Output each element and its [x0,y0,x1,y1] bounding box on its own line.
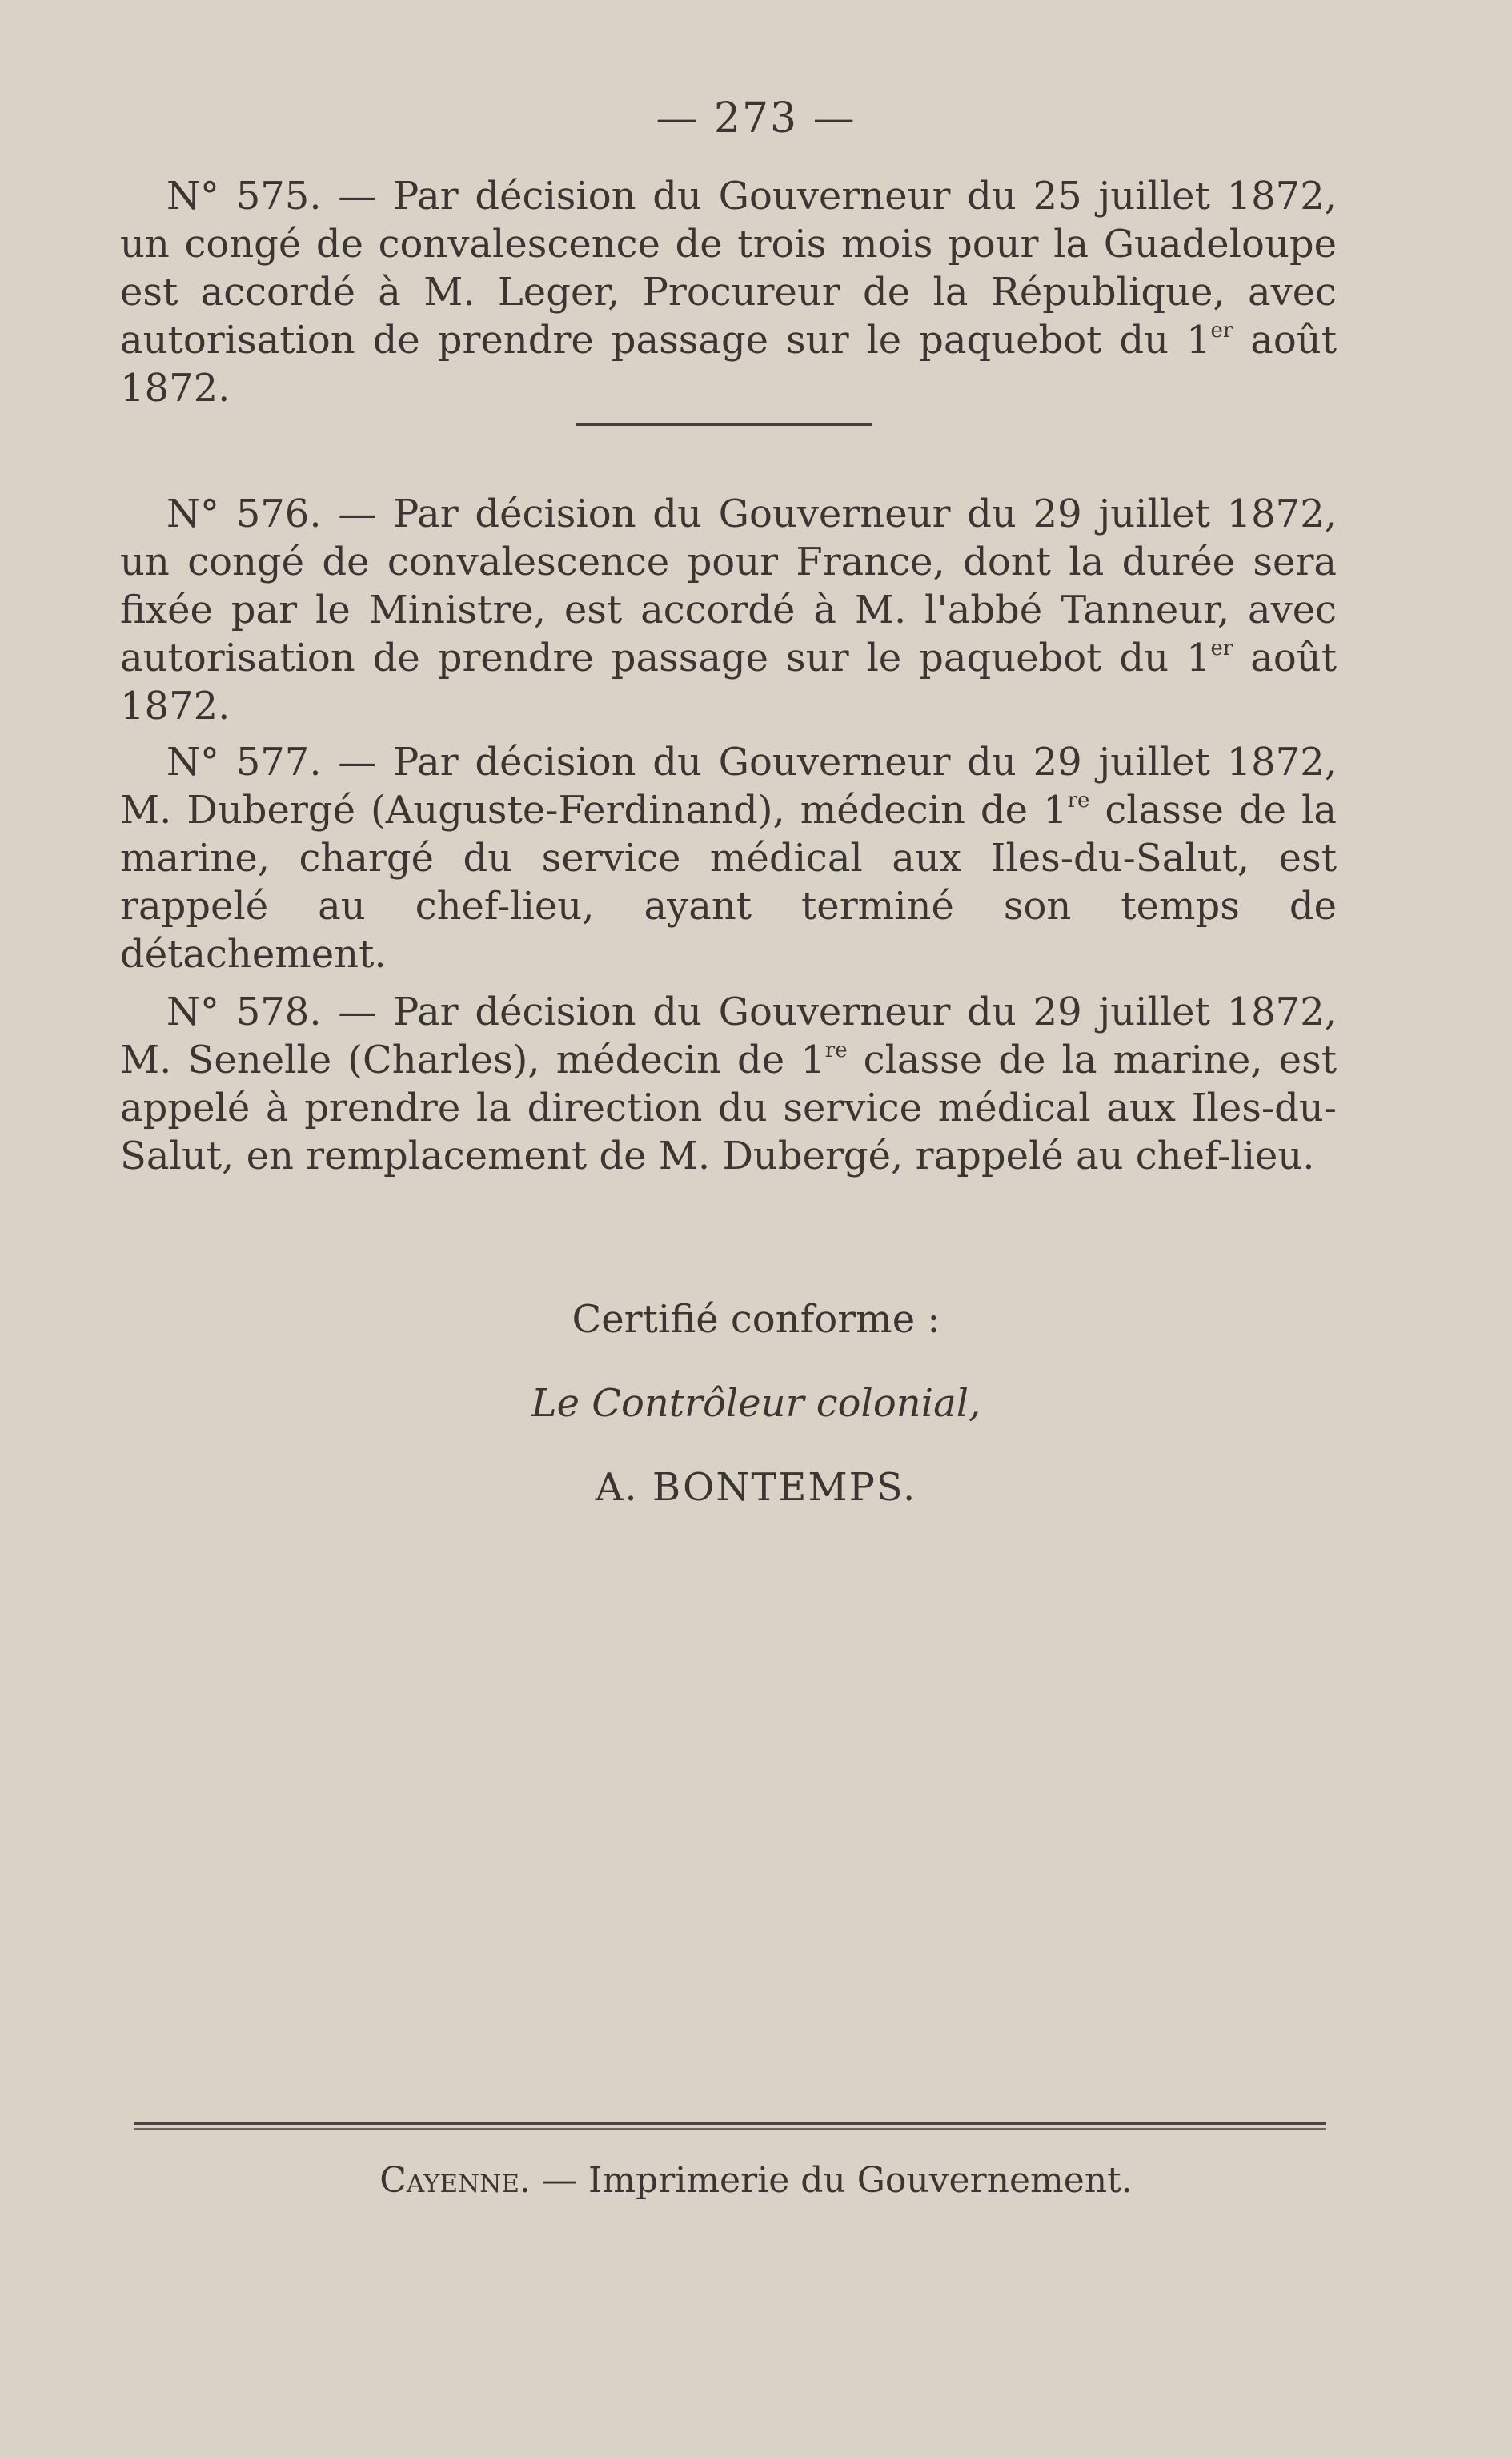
footer-divider-thin [134,2128,1326,2130]
section-divider [576,423,872,426]
signatory-title: Le Contrôleur colonial, [531,1381,981,1426]
signatory-name: A. BONTEMPS. [595,1465,917,1510]
entry-576-text: N° 576. — Par décision du Gouverneur du 29 juillet 1872, un congé de convalescence pour France, dont la durée sera fixée par le Ministre, est accordé à M. l'abbé Tanneur, avec autorisation de prendre passage sur le paquebot du 1er août 1872. [120,492,1337,729]
entry-575 [120,172,1337,412]
footer-divider [134,2122,1326,2125]
entry-575-text: N° 575. — Par décision du Gouverneur du 25 juillet 1872, un congé de convalescence de trois mois pour la Guadeloupe est accordé à M. Leger, Procureur de la République, avec autorisation de prendre passage sur le paquebot du 1er août 1872. [120,174,1337,411]
entry-577-text: N° 577. — Par décision du Gouverneur du 29 juillet 1872, M. Dubergé (Auguste-Ferdinand), médecin de 1re classe de la marine, chargé du service médical aux Iles-du-Salut, est rappelé au chef-lieu, ayant terminé son temps de détachement. [120,740,1338,977]
page-number: — 273 — [656,94,856,143]
entry-578 [120,988,1337,1180]
imprint-place: Cayenne. [379,2160,531,2201]
printer-imprint [0,2160,1512,2201]
entry-576 [120,490,1337,730]
certification-statement: Certifié conforme : [572,1297,940,1342]
entry-578-text: N° 578. — Par décision du Gouverneur du 29 juillet 1872, M. Senelle (Charles), médecin de 1re classe de la marine, est appelé à prendre la direction du service médical aux Iles-du-Salut, en remplacement de M. Dubergé, rappelé au chef-lieu. [120,990,1338,1178]
entry-577 [120,738,1337,978]
imprint-printer: — Imprimerie du Gouvernement. [530,2160,1133,2201]
